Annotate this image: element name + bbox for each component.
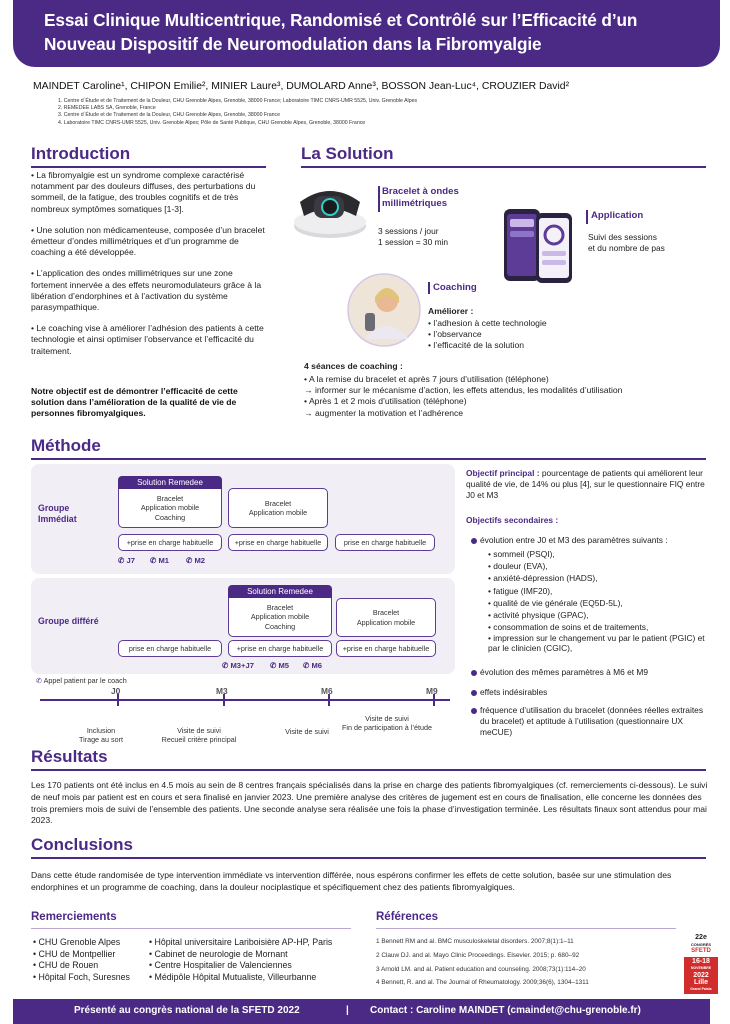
sec-items — [488, 548, 710, 653]
list-item: • douleur (EVA), — [488, 561, 548, 572]
call-m1: ✆ M1 — [150, 556, 170, 565]
list-item: • qualité de vie générale (EQ5D-5L), — [488, 597, 623, 608]
coaching-title: Coaching — [433, 282, 477, 293]
timeline-j0-text: Inclusion Tirage au sort — [78, 726, 124, 744]
poster-title: Essai Clinique Multicentrique, Randomisé et Contrôlé sur l’Efficacité d’un Nouveau Dispositif de Neuromodulation dans la Fibromyalgie — [44, 10, 638, 54]
list-item: → augmenter la motivation et l’adhérence — [304, 407, 464, 418]
intro-rule — [31, 166, 266, 168]
list-item: • Cabinet de neurologie de Mornant — [149, 948, 288, 959]
list-item: • Hôpital universitaire Lariboisière AP-HP, Paris — [149, 937, 333, 947]
list-item: • Le coaching vise à améliorer l’adhésion des patients à cette technologie et ainsi optimiser l’observance et l’efficacité du traitement. — [31, 323, 269, 357]
pc-box: +prise en charge habituelle — [228, 640, 332, 657]
footer-contact: Contact : Caroline MAINDET (cmaindet@chu-grenoble.fr) — [370, 1005, 641, 1016]
pc-box: prise en charge habituelle — [335, 534, 435, 551]
phones-image — [500, 205, 578, 285]
authors: MAINDET Caroline¹, CHIPON Emilie², MINIER Laure³, DUMOLARD Anne³, BOSSON Jean-Luc⁴, CROUZIER David² — [33, 81, 570, 92]
list-item: • consommation de soins et de traitements, — [488, 622, 649, 633]
timeline-m6: M6 — [321, 686, 333, 696]
sec-m6: évolution des mêmes paramètres à M6 et M9 — [480, 667, 649, 677]
list-item: • La fibromyalgie est un syndrome complexe caractérisé notamment par des douleurs diffuses, des perturbations du sommeil, de la fatigue, des troubles cognitifs et de très nombreux symptômes somatiques [1-3]. — [31, 170, 269, 215]
timeline-m3: M3 — [216, 686, 228, 696]
seances-title: 4 séances de coaching : — [304, 361, 403, 371]
obj-principal: Objectif principal : pourcentage de patients qui améliorent leur qualité de vie, de 14% ou plus [4], sur le questionnaire FIQ entre J0 et M3 — [466, 468, 705, 500]
list-item: • CHU de Rouen — [33, 960, 99, 971]
resultats-text: Les 170 patients ont été inclus en 4.5 mois au sein de 8 centres français spécialisés dans la prise en charge des patients fibromyalgiques (cf. remerciements ci-dessous). Le suivi de neuf mois par patient est en cours et sera finalisé en janvier 2023. Une première analyse des critères de jugement est en cours de finalisation, elle concerne les données des trois premiers mois de suivi de l’ensemble des patients. Une seconde analyse sera réalisée une fois la phase d’investigation terminée. Les résultats finaux sont attendus pour mai 2023. — [31, 780, 708, 826]
coach-photo — [347, 273, 421, 347]
app-title: Application — [591, 210, 644, 221]
app-l2: et du nombre de pas — [588, 243, 665, 253]
bracelet-image — [290, 180, 370, 242]
congress-logo: 22e CONGRÈS SFETD 16-18 NOVEMBRE 2022 Lille Grand Palais — [684, 934, 718, 1000]
list-item: • Après 1 et 2 mois d’utilisation (téléphone) — [304, 396, 467, 407]
solution-title: La Solution — [301, 144, 394, 163]
reference-4: 4 Bennett, R. and al. The Journal of Rheumatology. 2009;36(6), 1304–1311 — [376, 979, 589, 986]
sec-intro: évolution entre J0 et M3 des paramètres suivants : — [480, 535, 668, 545]
ameliorer-list — [428, 318, 628, 352]
solution-box-g2: Bracelet Application mobile Coaching — [228, 585, 332, 637]
list-item: • anxiété-dépression (HADS), — [488, 573, 598, 584]
resultats-rule — [31, 769, 706, 771]
call-m5: ✆ M5 — [270, 661, 290, 670]
reference-3: 3 Arnold LM. and al. Patient education and counseling. 2008;73(1):114–20 — [376, 966, 586, 973]
sec-ei: effets indésirables — [480, 687, 548, 697]
call-m6: ✆ M6 — [303, 661, 323, 670]
partial-box-g2: Bracelet Application mobile — [336, 598, 436, 637]
bracelet-title: Bracelet à ondes millimétriques — [382, 186, 459, 209]
list-item: • l’adhesion à cette technologie — [428, 318, 547, 328]
pc-box: +prise en charge habituelle — [118, 534, 222, 551]
thanks-col1 — [33, 937, 130, 983]
footer-separator: | — [346, 1005, 349, 1016]
ameliorer-label: Améliorer : — [428, 306, 474, 316]
list-item: • l’observance — [428, 329, 482, 340]
group2-label: Groupe différé — [38, 616, 99, 626]
list-item: • impression sur le changement vu par le patient (PGIC) et par le clinicien (CGIC), — [488, 633, 705, 654]
list-item: • activité physique (GPAC), — [488, 610, 589, 621]
timeline-j0: J0 — [111, 686, 121, 696]
seances-list — [304, 374, 714, 419]
footer-presented: Présenté au congrès national de la SFETD 2022 — [74, 1005, 300, 1016]
references-title: Références — [376, 911, 439, 923]
timeline-m9-text: Visite de suivi Fin de participation à l’étude — [342, 714, 432, 732]
solution-head-g2: Solution Remedee — [228, 585, 332, 598]
methode-title: Méthode — [31, 436, 101, 455]
group1-label: Groupe Immédiat — [38, 503, 77, 524]
app-l1: Suivi des sessions — [588, 232, 657, 242]
list-item: • Centre Hospitalier de Valenciennes — [149, 960, 292, 971]
sec-freq: fréquence d’utilisation du bracelet (données réelles extraites du bracelet) et aptitude à l’utilisation (questionnaire UX meCUE) — [480, 705, 704, 737]
bracelet-l2: 1 session = 30 min — [378, 237, 449, 247]
conclusions-rule — [31, 857, 706, 859]
obj-secondaires-label: Objectifs secondaires : — [466, 515, 559, 525]
pc-box: +prise en charge habituelle — [336, 640, 436, 657]
timeline-m9: M9 — [426, 686, 438, 696]
list-item: • fatigue (IMF20), — [488, 585, 553, 596]
pc-box: +prise en charge habituelle — [228, 534, 328, 551]
solution-rule — [301, 166, 706, 168]
list-item: • CHU de Montpellier — [33, 948, 116, 959]
partial-box-g1: Bracelet Application mobile — [228, 488, 328, 528]
solution-box-g1: Bracelet Application mobile Coaching — [118, 476, 222, 528]
call-m3j7: ✆ M3+J7 — [222, 661, 254, 670]
timeline-m6-text: Visite de suivi — [285, 727, 329, 736]
thanks-col2 — [149, 937, 332, 983]
solution-head-g1: Solution Remedee — [118, 476, 222, 489]
list-item: • sommeil (PSQI), — [488, 549, 555, 559]
timeline-axis — [40, 699, 450, 701]
intro-title: Introduction — [31, 144, 131, 163]
list-item: • CHU Grenoble Alpes — [33, 937, 121, 947]
reference-1: 1 Bennett RM and al. BMC musculoskeletal disorders. 2007;8(1):1–11 — [376, 938, 574, 945]
resultats-title: Résultats — [31, 747, 108, 766]
list-item: • A la remise du bracelet et après 7 jours d’utilisation (téléphone) — [304, 374, 549, 384]
call-m2: ✆ M2 — [186, 556, 206, 565]
bracelet-l1: 3 sessions / jour — [378, 226, 439, 236]
intro-objective: Notre objectif est de démontrer l’efficacité de cette solution dans l’amélioration de la qualité de vie de personnes fibromyalgiques. — [31, 386, 238, 419]
list-item: • l’efficacité de la solution — [428, 340, 525, 351]
methode-rule — [31, 458, 706, 460]
timeline-m3-text: Visite de suivi Recueil critère principal — [161, 726, 237, 744]
list-item: → informer sur le mécanisme d’action, les effets attendus, les modalités d’utilisation — [304, 385, 623, 396]
list-item: • Une solution non médicamenteuse, composée d’un bracelet émetteur d’ondes millimétriques et d’un programme de coaching a été développée. — [31, 225, 269, 259]
reference-2: 2 Clauw DJ. and al. Mayo Clinic Proceedings. Elsevier. 2015; p. 680–92 — [376, 952, 580, 959]
list-item: • L’application des ondes millimétriques sur une zone fortement innervée a des effets neuromodulateurs grâce à la libération d’endorphines et à l’activation du système parasympathique. — [31, 268, 269, 313]
intro-list — [31, 170, 269, 367]
conclusions-text: Dans cette étude randomisée de type intervention immédiate vs intervention différée, nous espérons confirmer les effets de cette solution, basée sur une stimulation des endorphines et un programme de coaching, dans la douleur nociplastique et spécifiquement chez des patients fibromyalgiques. — [31, 870, 672, 892]
remerciements-title: Remerciements — [31, 911, 117, 923]
appel-legend: ✆ Appel patient par le coach — [36, 676, 127, 685]
conclusions-title: Conclusions — [31, 835, 134, 854]
list-item: • Hôpital Foch, Suresnes — [33, 971, 130, 982]
list-item: • Médipôle Hôpital Mutualiste, Villeurbanne — [149, 971, 317, 982]
call-j7: ✆ J7 — [118, 556, 135, 565]
affiliations: 1. Centre d´Étude et de Traitement de la Douleur, CHU Grenoble Alpes, Grenoble, 38000 France; Laboratoire TIMC CNRS-UMR 5525, Univ. Grenoble Alpes 2. REMEDEE LABS SA, Grenoble, France 3. Centre d´Étude et de Traitement de la Douleur, CHU Grenoble Alpes, Grenoble, 38000 France 4. Laboratoire TIMC CNRS-UMR 5525, Univ. Grenoble Alpes; Pôle de Santé Publique, CHU Grenoble Alpes, Grenoble, 38000 France — [58, 98, 418, 126]
pc-box: prise en charge habituelle — [118, 640, 222, 657]
